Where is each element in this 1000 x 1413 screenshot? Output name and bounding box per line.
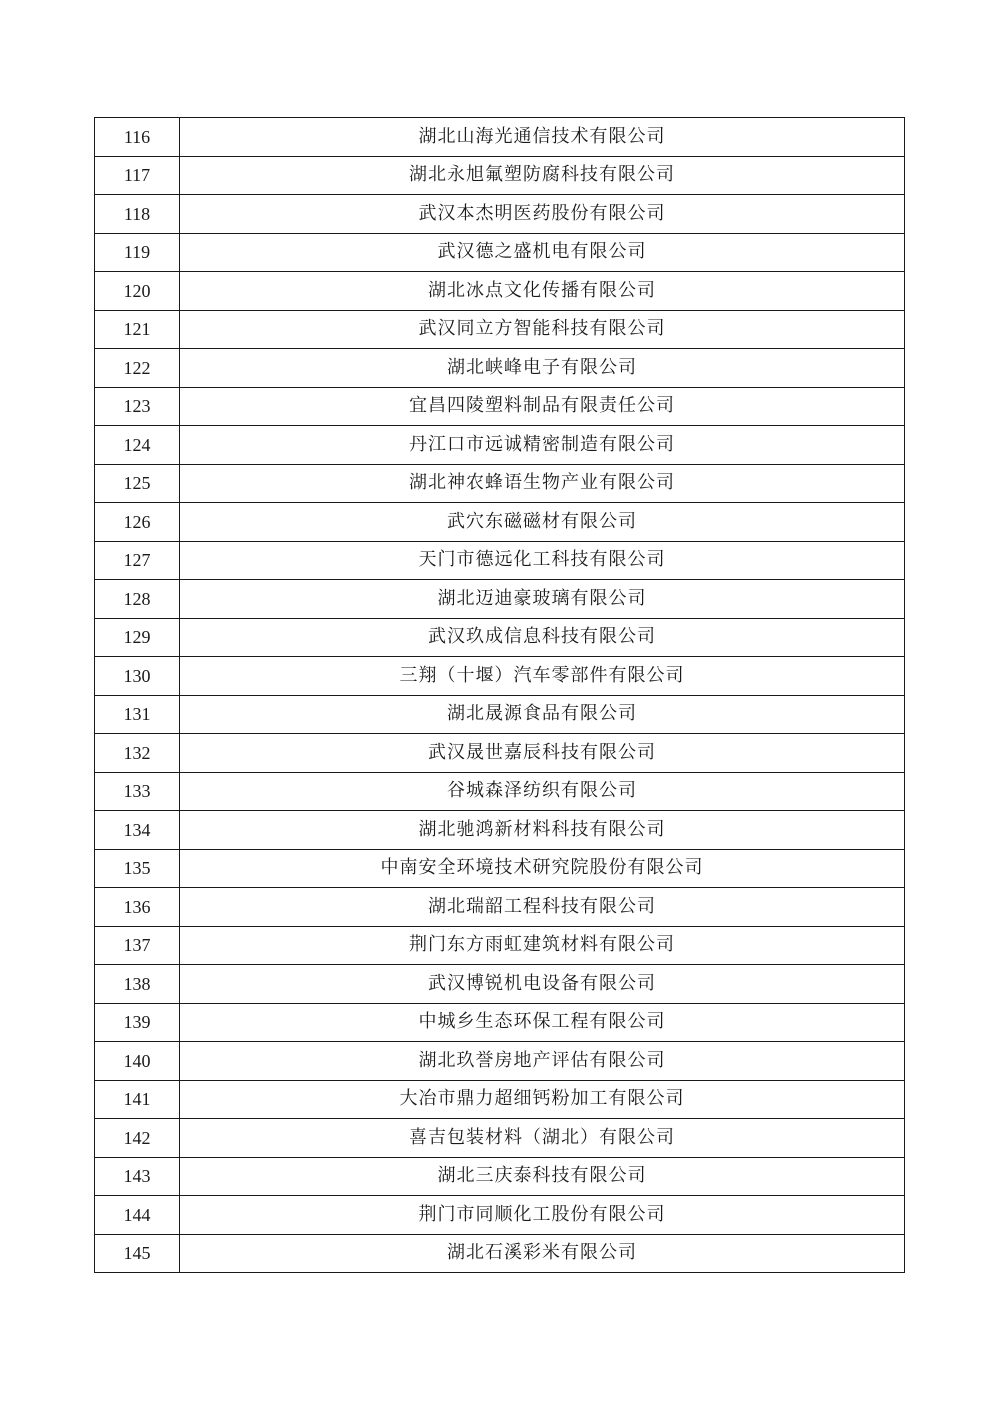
company-name: 宜昌四陵塑料制品有限责任公司 bbox=[180, 387, 905, 426]
row-number: 118 bbox=[95, 195, 180, 234]
table-row bbox=[95, 734, 905, 773]
table-row bbox=[95, 888, 905, 927]
table-row bbox=[95, 695, 905, 734]
company-name: 湖北永旭氟塑防腐科技有限公司 bbox=[180, 156, 905, 195]
row-number: 119 bbox=[95, 233, 180, 272]
company-name: 湖北迈迪豪玻璃有限公司 bbox=[180, 580, 905, 619]
row-number: 117 bbox=[95, 156, 180, 195]
table-row bbox=[95, 310, 905, 349]
row-number: 136 bbox=[95, 888, 180, 927]
row-number: 127 bbox=[95, 541, 180, 580]
table-row bbox=[95, 349, 905, 388]
row-number: 121 bbox=[95, 310, 180, 349]
row-number: 116 bbox=[95, 118, 180, 157]
table-row bbox=[95, 772, 905, 811]
company-name: 武汉德之盛机电有限公司 bbox=[180, 233, 905, 272]
row-number: 133 bbox=[95, 772, 180, 811]
row-number: 124 bbox=[95, 426, 180, 465]
table-row bbox=[95, 272, 905, 311]
table-row bbox=[95, 618, 905, 657]
table-row bbox=[95, 1157, 905, 1196]
table-row bbox=[95, 156, 905, 195]
row-number: 123 bbox=[95, 387, 180, 426]
table-row bbox=[95, 1196, 905, 1235]
company-name: 武汉玖成信息科技有限公司 bbox=[180, 618, 905, 657]
table-row bbox=[95, 811, 905, 850]
row-number: 139 bbox=[95, 1003, 180, 1042]
company-name: 湖北神农蜂语生物产业有限公司 bbox=[180, 464, 905, 503]
company-name: 武穴东磁磁材有限公司 bbox=[180, 503, 905, 542]
row-number: 141 bbox=[95, 1080, 180, 1119]
row-number: 122 bbox=[95, 349, 180, 388]
row-number: 145 bbox=[95, 1234, 180, 1273]
company-name: 中城乡生态环保工程有限公司 bbox=[180, 1003, 905, 1042]
company-name: 湖北三庆泰科技有限公司 bbox=[180, 1157, 905, 1196]
table-row bbox=[95, 195, 905, 234]
company-name: 湖北玖誉房地产评估有限公司 bbox=[180, 1042, 905, 1081]
company-name: 武汉晟世嘉辰科技有限公司 bbox=[180, 734, 905, 773]
table-row bbox=[95, 965, 905, 1004]
company-name: 武汉博锐机电设备有限公司 bbox=[180, 965, 905, 1004]
row-number: 131 bbox=[95, 695, 180, 734]
row-number: 135 bbox=[95, 849, 180, 888]
table-row bbox=[95, 926, 905, 965]
row-number: 129 bbox=[95, 618, 180, 657]
table-row bbox=[95, 426, 905, 465]
table-row bbox=[95, 1119, 905, 1158]
company-name: 丹江口市远诚精密制造有限公司 bbox=[180, 426, 905, 465]
company-list-table bbox=[94, 117, 905, 1273]
company-name: 天门市德远化工科技有限公司 bbox=[180, 541, 905, 580]
company-name: 荆门东方雨虹建筑材料有限公司 bbox=[180, 926, 905, 965]
company-name: 湖北峡峰电子有限公司 bbox=[180, 349, 905, 388]
row-number: 125 bbox=[95, 464, 180, 503]
company-name: 湖北山海光通信技术有限公司 bbox=[180, 118, 905, 157]
row-number: 137 bbox=[95, 926, 180, 965]
table-row bbox=[95, 233, 905, 272]
row-number: 140 bbox=[95, 1042, 180, 1081]
row-number: 143 bbox=[95, 1157, 180, 1196]
table-row bbox=[95, 1003, 905, 1042]
company-name: 湖北冰点文化传播有限公司 bbox=[180, 272, 905, 311]
table-row bbox=[95, 387, 905, 426]
table-row bbox=[95, 849, 905, 888]
table-row bbox=[95, 657, 905, 696]
company-name: 谷城森泽纺织有限公司 bbox=[180, 772, 905, 811]
row-number: 138 bbox=[95, 965, 180, 1004]
row-number: 134 bbox=[95, 811, 180, 850]
company-name: 中南安全环境技术研究院股份有限公司 bbox=[180, 849, 905, 888]
table-row bbox=[95, 118, 905, 157]
company-name: 武汉本杰明医药股份有限公司 bbox=[180, 195, 905, 234]
company-name: 湖北石溪彩米有限公司 bbox=[180, 1234, 905, 1273]
row-number: 120 bbox=[95, 272, 180, 311]
row-number: 132 bbox=[95, 734, 180, 773]
row-number: 142 bbox=[95, 1119, 180, 1158]
table-row bbox=[95, 541, 905, 580]
row-number: 130 bbox=[95, 657, 180, 696]
table-row bbox=[95, 1080, 905, 1119]
table-row bbox=[95, 1234, 905, 1273]
company-name: 喜吉包装材料（湖北）有限公司 bbox=[180, 1119, 905, 1158]
table-row bbox=[95, 1042, 905, 1081]
company-name: 湖北晟源食品有限公司 bbox=[180, 695, 905, 734]
row-number: 144 bbox=[95, 1196, 180, 1235]
company-name: 三翔（十堰）汽车零部件有限公司 bbox=[180, 657, 905, 696]
table-row bbox=[95, 580, 905, 619]
company-name: 荆门市同顺化工股份有限公司 bbox=[180, 1196, 905, 1235]
row-number: 128 bbox=[95, 580, 180, 619]
company-list-body bbox=[95, 118, 905, 1273]
row-number: 126 bbox=[95, 503, 180, 542]
company-name: 湖北瑞韶工程科技有限公司 bbox=[180, 888, 905, 927]
table-row bbox=[95, 503, 905, 542]
company-name: 湖北驰鸿新材料科技有限公司 bbox=[180, 811, 905, 850]
company-name: 大冶市鼎力超细钙粉加工有限公司 bbox=[180, 1080, 905, 1119]
company-name: 武汉同立方智能科技有限公司 bbox=[180, 310, 905, 349]
table-row bbox=[95, 464, 905, 503]
